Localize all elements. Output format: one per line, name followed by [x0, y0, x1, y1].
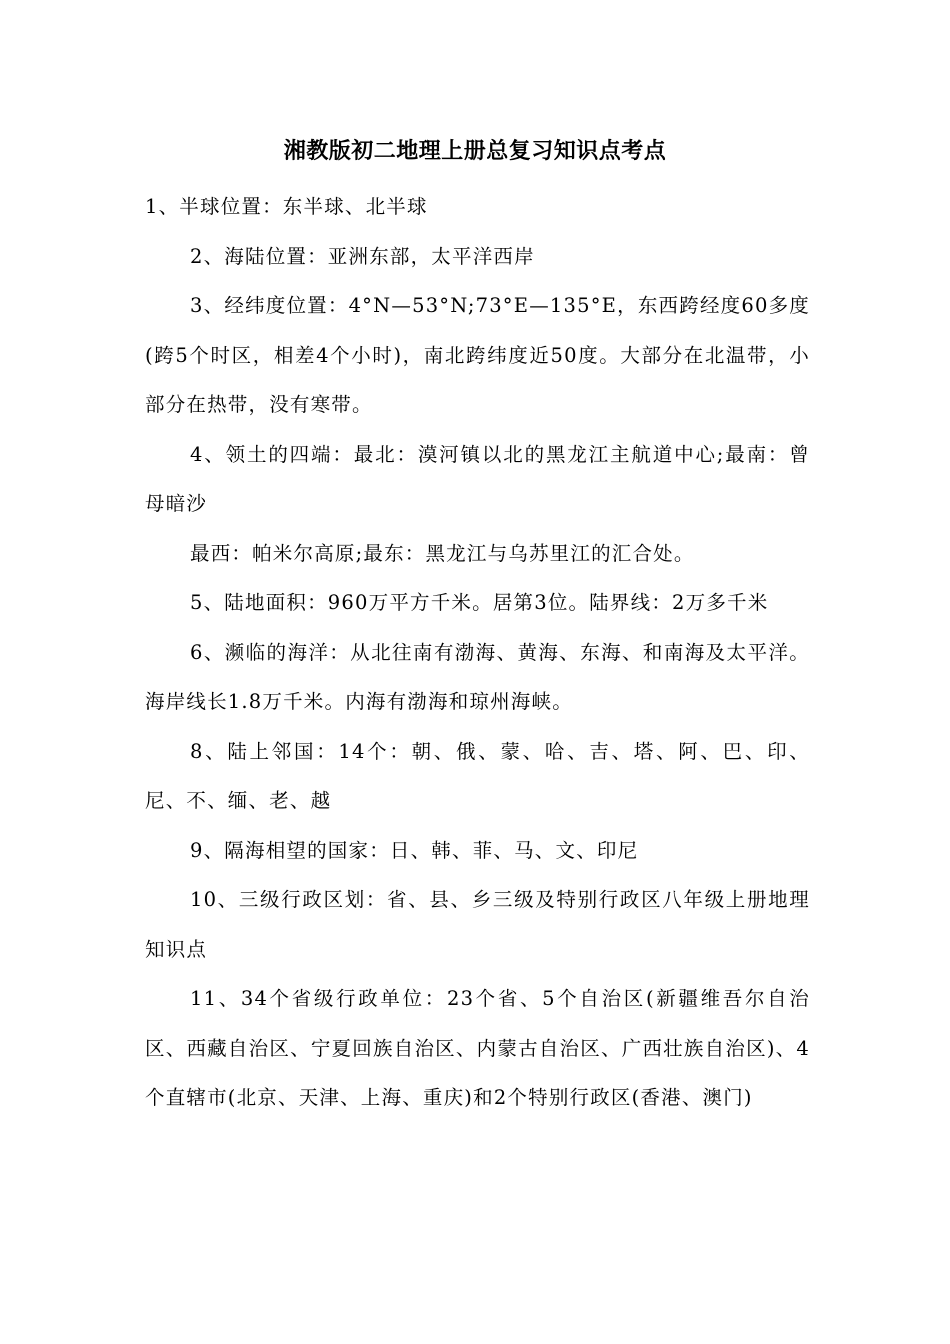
paragraph-latitude-longitude: 3、经纬度位置：4°N—53°N;73°E—135°E，东西跨经度60多度(跨5个时区，相差4个小时)，南北跨纬度近50度。大部分在北温带，小部分在热带，没有寒带。: [145, 294, 810, 416]
paragraph-hemisphere-position: 1、半球位置：东半球、北半球: [145, 195, 428, 218]
paragraph-sea-land-position: 2、海陆位置：亚洲东部，太平洋西岸: [190, 244, 535, 268]
paragraph-land-neighbors: 8、陆上邻国：14个：朝、俄、蒙、哈、吉、塔、阿、巴、印、尼、不、缅、老、越: [145, 739, 810, 812]
document-title: 湘教版初二地理上册总复习知识点考点: [283, 139, 667, 164]
paragraph-territory-extremes: 4、领土的四端：最北：漠河镇以北的黑龙江主航道中心;最南：曾母暗沙: [145, 442, 810, 515]
paragraph-land-area: 5、陆地面积：960万平方千米。居第3位。陆界线：2万多千米: [190, 591, 769, 614]
document-body: [145, 182, 810, 1123]
paragraph-administrative-levels: 10、三级行政区划：省、县、乡三级及特别行政区八年级上册地理知识点: [145, 888, 810, 961]
paragraph-provincial-units: 11、34个省级行政单位：23个省、5个自治区(新疆维吾尔自治区、西藏自治区、宁夏回族自治区、内蒙古自治区、广西壮族自治区)、4个直辖市(北京、天津、上海、重庆)和2个特别行政区(香港、澳门): [145, 987, 810, 1109]
paragraph-sea-neighbors: 9、隔海相望的国家：日、韩、菲、马、文、印尼: [190, 838, 639, 862]
paragraph-west-east-extremes: 最西：帕米尔高原;最东：黑龙江与乌苏里江的汇合处。: [190, 541, 695, 565]
paragraph-adjacent-seas: 6、濒临的海洋：从北往南有渤海、黄海、东海、和南海及太平洋。海岸线长1.8万千米。内海有渤海和琼州海峡。: [145, 640, 810, 713]
